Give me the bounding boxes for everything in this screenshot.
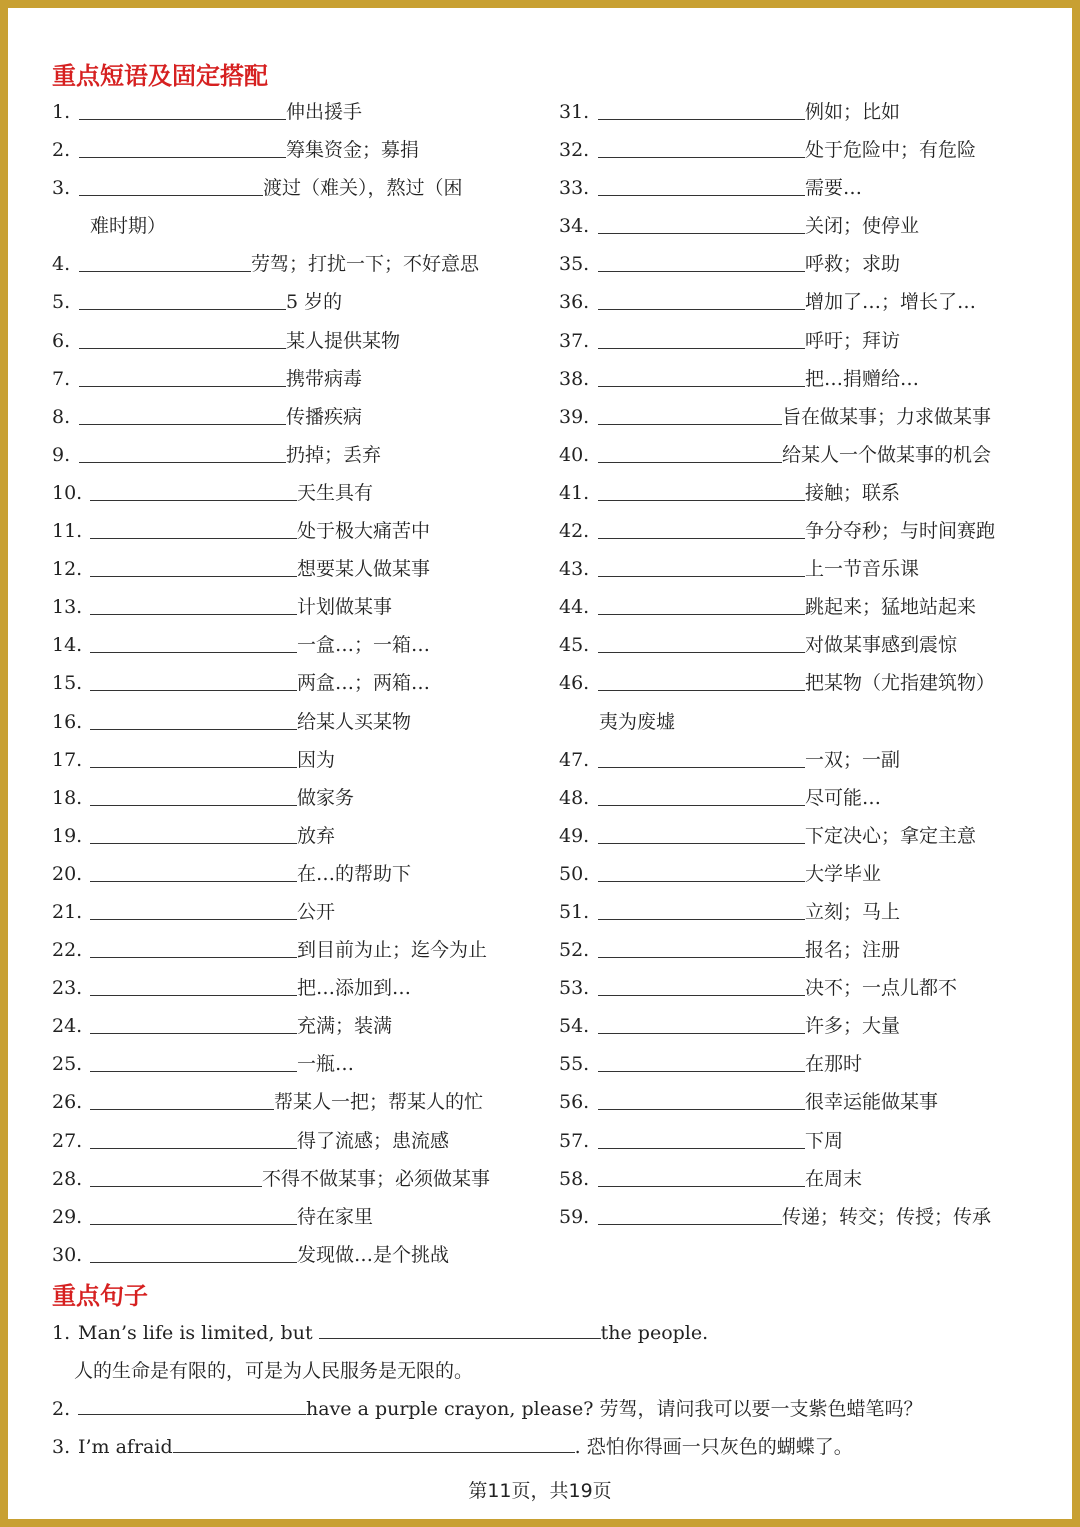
sentence-2 — [52, 1394, 923, 1421]
item-number: 46. — [559, 672, 590, 695]
answer-blank[interactable] — [90, 538, 297, 539]
phrase-item — [559, 207, 1039, 245]
phrase-item — [52, 169, 532, 207]
item-number: 8. — [52, 405, 71, 428]
item-number: 27. — [52, 1129, 83, 1152]
answer-blank[interactable] — [598, 462, 782, 463]
item-number: 23. — [52, 977, 83, 1000]
phrase-meaning: 携带病毒 — [286, 367, 363, 390]
phrase-meaning: 把…捐赠给… — [805, 367, 920, 390]
phrase-meaning: 给某人买某物 — [297, 710, 412, 733]
phrase-meaning: 下周 — [805, 1129, 844, 1152]
phrase-item — [559, 779, 1039, 817]
phrase-meaning: 接触；联系 — [805, 481, 901, 504]
answer-blank[interactable] — [90, 1033, 297, 1034]
item-number: 29. — [52, 1205, 83, 1228]
item-number: 48. — [559, 786, 590, 809]
phrase-item — [559, 398, 1039, 436]
phrase-item — [559, 626, 1039, 664]
answer-blank[interactable] — [90, 767, 297, 768]
sentence-3 — [52, 1432, 853, 1459]
phrase-meaning: 传递；转交；传授；传承 — [782, 1205, 992, 1228]
phrase-list-right — [559, 93, 1039, 1236]
sentence-text-after: have a purple crayon, please? 劳驾，请问我可以要一支紫色蜡笔吗？ — [306, 1398, 923, 1420]
item-number: 56. — [559, 1091, 590, 1114]
item-number: 34. — [559, 215, 590, 238]
item-number: 58. — [559, 1167, 590, 1190]
phrase-item — [52, 779, 532, 817]
answer-blank[interactable] — [90, 690, 297, 691]
item-number: 41. — [559, 481, 590, 504]
phrase-item — [559, 1083, 1039, 1121]
item-number: 6. — [52, 329, 71, 352]
item-number: 1. — [52, 101, 71, 123]
phrase-item — [52, 1083, 532, 1121]
phrase-item — [52, 1045, 532, 1083]
phrase-item — [52, 131, 532, 169]
phrase-item — [52, 283, 532, 321]
phrase-item — [52, 588, 532, 626]
phrase-item — [559, 817, 1039, 855]
phrase-meaning: 例如；比如 — [805, 101, 901, 123]
phrase-item — [52, 512, 532, 550]
phrase-meaning: 因为 — [297, 748, 336, 771]
answer-blank[interactable] — [598, 538, 805, 539]
phrase-meaning: 放弃 — [297, 824, 336, 847]
answer-blank[interactable] — [90, 995, 297, 996]
answer-blank[interactable] — [90, 957, 297, 958]
phrase-meaning: 两盒…；两箱… — [297, 672, 431, 695]
phrase-item — [559, 931, 1039, 969]
phrase-meaning: 一瓶… — [297, 1053, 355, 1076]
phrase-item — [52, 1122, 532, 1160]
phrase-item — [559, 245, 1039, 283]
phrase-meaning: 做家务 — [297, 786, 355, 809]
answer-blank[interactable] — [79, 424, 286, 425]
phrase-item — [52, 93, 532, 131]
phrase-meaning: 争分夺秒；与时间赛跑 — [805, 520, 996, 543]
phrase-item — [559, 283, 1039, 321]
section-title-phrases: 重点短语及固定搭配 — [52, 62, 268, 90]
phrase-item — [559, 360, 1039, 398]
phrase-item — [559, 322, 1039, 360]
sentence-1 — [52, 1320, 708, 1344]
phrase-meaning: 充满；装满 — [297, 1015, 393, 1038]
answer-blank[interactable] — [598, 271, 805, 272]
answer-blank[interactable] — [90, 500, 297, 501]
sentence-1-translation: 人的生命是有限的，可是为人民服务是无限的。 — [74, 1360, 474, 1382]
phrase-item — [559, 512, 1039, 550]
phrase-meaning-continuation: 夷为废墟 — [599, 710, 676, 733]
item-number: 49. — [559, 824, 590, 847]
phrase-meaning: 渡过（难关），熬过（困 — [263, 177, 463, 200]
answer-blank[interactable] — [173, 1434, 575, 1453]
phrase-item — [52, 474, 532, 512]
phrase-meaning: 旨在做某事；力求做某事 — [782, 405, 992, 428]
item-number: 2. — [52, 139, 71, 162]
phrase-item — [559, 741, 1039, 779]
phrase-item — [52, 664, 532, 702]
item-number: 39. — [559, 405, 590, 428]
answer-blank[interactable] — [90, 729, 297, 730]
answer-blank[interactable] — [90, 881, 297, 882]
answer-blank[interactable] — [90, 1109, 274, 1110]
item-number: 22. — [52, 939, 83, 962]
phrase-meaning: 给某人一个做某事的机会 — [782, 443, 992, 466]
answer-blank[interactable] — [598, 919, 805, 920]
phrase-list-left — [52, 93, 532, 1274]
phrase-item — [52, 893, 532, 931]
answer-blank[interactable] — [598, 233, 805, 234]
phrase-item — [559, 93, 1039, 131]
phrase-meaning: 天生具有 — [297, 481, 374, 504]
answer-blank[interactable] — [90, 1071, 297, 1072]
phrase-item — [52, 322, 532, 360]
phrase-item — [52, 626, 532, 664]
phrase-meaning: 帮某人一把；帮某人的忙 — [274, 1091, 484, 1114]
phrase-item — [52, 817, 532, 855]
item-number: 9. — [52, 443, 71, 466]
answer-blank[interactable] — [598, 652, 805, 653]
phrase-meaning: 在那时 — [805, 1053, 863, 1076]
item-number: 7. — [52, 367, 71, 390]
item-number: 51. — [559, 900, 590, 923]
answer-blank[interactable] — [598, 500, 805, 501]
phrase-meaning-continuation: 难时期） — [90, 215, 167, 238]
phrase-meaning: 上一节音乐课 — [805, 558, 920, 581]
answer-blank[interactable] — [79, 386, 286, 387]
phrase-item — [559, 1045, 1039, 1083]
phrase-meaning: 大学毕业 — [805, 862, 882, 885]
item-number: 13. — [52, 596, 83, 619]
phrase-item — [52, 1160, 532, 1198]
phrase-meaning: 尽可能… — [805, 786, 882, 809]
item-number: 28. — [52, 1167, 83, 1190]
answer-blank[interactable] — [598, 424, 782, 425]
answer-blank[interactable] — [598, 157, 805, 158]
item-number: 24. — [52, 1015, 83, 1038]
answer-blank[interactable] — [598, 1033, 805, 1034]
item-number: 26. — [52, 1091, 83, 1114]
item-number: 43. — [559, 558, 590, 581]
phrase-meaning: 不得不做某事；必须做某事 — [262, 1167, 491, 1190]
item-number: 3. — [52, 177, 71, 200]
answer-blank[interactable] — [598, 767, 805, 768]
phrase-meaning: 呼吁；拜访 — [805, 329, 901, 352]
phrase-meaning: 处于危险中；有危险 — [805, 139, 977, 162]
page-footer: 第11页，共19页 — [468, 1480, 612, 1502]
item-number: 45. — [559, 634, 590, 657]
item-number: 55. — [559, 1053, 590, 1076]
sentence-text-after: . 恐怕你得画一只灰色的蝴蝶了。 — [574, 1436, 853, 1458]
item-number: 14. — [52, 634, 83, 657]
item-number: 53. — [559, 977, 590, 1000]
answer-blank[interactable] — [598, 195, 805, 196]
item-number: 54. — [559, 1015, 590, 1038]
item-number: 37. — [559, 329, 590, 352]
phrase-item — [559, 169, 1039, 207]
sentence-number: 3. — [52, 1436, 71, 1458]
phrase-item — [559, 1198, 1039, 1236]
answer-blank[interactable] — [598, 576, 805, 577]
phrase-meaning: 在周末 — [805, 1167, 863, 1190]
phrase-meaning: 把某物（尤指建筑物） — [805, 672, 996, 695]
answer-blank[interactable] — [598, 690, 805, 691]
phrase-item — [559, 550, 1039, 588]
sentence-number: 1. — [52, 1322, 71, 1344]
item-number: 35. — [559, 253, 590, 276]
phrase-meaning: 处于极大痛苦中 — [297, 520, 431, 543]
phrase-item — [52, 436, 532, 474]
phrase-item — [52, 703, 532, 741]
answer-blank[interactable] — [598, 348, 805, 349]
phrase-meaning: 公开 — [297, 900, 336, 923]
item-number: 44. — [559, 596, 590, 619]
phrase-meaning: 一双；一副 — [805, 748, 901, 771]
answer-blank[interactable] — [598, 957, 805, 958]
answer-blank[interactable] — [598, 1186, 805, 1187]
answer-blank[interactable] — [79, 309, 286, 310]
item-number: 42. — [559, 520, 590, 543]
phrase-meaning: 跳起来；猛地站起来 — [805, 596, 977, 619]
item-number: 38. — [559, 367, 590, 390]
item-number: 36. — [559, 291, 590, 314]
answer-blank[interactable] — [90, 652, 297, 653]
phrase-item — [52, 1198, 532, 1236]
answer-blank[interactable] — [79, 119, 286, 120]
sentence-text-before: I’m afraid — [78, 1436, 173, 1458]
item-number: 50. — [559, 862, 590, 885]
answer-blank[interactable] — [90, 576, 297, 577]
answer-blank[interactable] — [90, 1224, 297, 1225]
phrase-item — [52, 1236, 532, 1274]
phrase-meaning: 需要… — [805, 177, 863, 200]
phrase-item — [52, 969, 532, 1007]
phrase-item — [52, 1007, 532, 1045]
phrase-item — [559, 893, 1039, 931]
item-number: 4. — [52, 253, 71, 276]
answer-blank[interactable] — [78, 1396, 306, 1415]
phrase-item — [52, 931, 532, 969]
item-number: 19. — [52, 824, 83, 847]
phrase-item — [559, 588, 1039, 626]
item-number: 30. — [52, 1243, 83, 1266]
answer-blank[interactable] — [90, 919, 297, 920]
phrase-meaning: 发现做…是个挑战 — [297, 1243, 450, 1266]
answer-blank[interactable] — [598, 805, 805, 806]
phrase-meaning: 传播疾病 — [286, 405, 363, 428]
item-number: 11. — [52, 520, 83, 543]
answer-blank[interactable] — [79, 348, 286, 349]
answer-blank[interactable] — [319, 1320, 601, 1339]
phrase-meaning: 对做某事感到震惊 — [805, 634, 958, 657]
phrase-meaning: 许多；大量 — [805, 1015, 901, 1038]
phrase-item — [559, 1007, 1039, 1045]
answer-blank[interactable] — [598, 614, 805, 615]
phrase-meaning: 报名；注册 — [805, 939, 901, 962]
answer-blank[interactable] — [598, 843, 805, 844]
item-number: 57. — [559, 1129, 590, 1152]
phrase-meaning: 扔掉；丢弃 — [286, 443, 382, 466]
item-number: 40. — [559, 443, 590, 466]
phrase-item-continuation — [559, 703, 1039, 741]
answer-blank[interactable] — [90, 805, 297, 806]
phrase-meaning: 决不；一点儿都不 — [805, 977, 958, 1000]
phrase-meaning: 一盒…；一箱… — [297, 634, 431, 657]
phrase-item — [559, 436, 1039, 474]
phrase-meaning: 5 岁的 — [286, 291, 343, 314]
phrase-meaning: 立刻；马上 — [805, 900, 901, 923]
answer-blank[interactable] — [598, 1071, 805, 1072]
phrase-item — [52, 741, 532, 779]
phrase-meaning: 到目前为止；迄今为止 — [297, 939, 488, 962]
phrase-item — [52, 550, 532, 588]
answer-blank[interactable] — [598, 1148, 805, 1149]
phrase-meaning: 想要某人做某事 — [297, 558, 431, 581]
phrase-meaning: 呼救；求助 — [805, 253, 901, 276]
answer-blank[interactable] — [598, 1224, 782, 1225]
phrase-item — [52, 398, 532, 436]
phrase-meaning: 很幸运能做某事 — [805, 1091, 939, 1114]
item-number: 5. — [52, 291, 71, 314]
phrase-item — [52, 245, 532, 283]
answer-blank[interactable] — [90, 614, 297, 615]
answer-blank[interactable] — [598, 881, 805, 882]
phrase-meaning: 劳驾；打扰一下；不好意思 — [251, 253, 480, 276]
answer-blank[interactable] — [598, 386, 805, 387]
phrase-item-continuation — [52, 207, 532, 245]
answer-blank[interactable] — [598, 995, 805, 996]
answer-blank[interactable] — [90, 1148, 297, 1149]
phrase-meaning: 把…添加到… — [297, 977, 412, 1000]
phrase-item — [559, 664, 1039, 702]
phrase-meaning: 关闭；使停业 — [805, 215, 920, 238]
phrase-meaning: 某人提供某物 — [286, 329, 401, 352]
answer-blank[interactable] — [598, 119, 805, 120]
phrase-item — [559, 855, 1039, 893]
item-number: 52. — [559, 939, 590, 962]
phrase-item — [559, 474, 1039, 512]
phrase-meaning: 计划做某事 — [297, 596, 393, 619]
phrase-item — [559, 1122, 1039, 1160]
phrase-meaning: 伸出援手 — [286, 101, 363, 123]
phrase-item — [559, 969, 1039, 1007]
answer-blank[interactable] — [90, 1186, 262, 1187]
phrase-item — [559, 131, 1039, 169]
answer-blank[interactable] — [79, 462, 286, 463]
answer-blank[interactable] — [79, 157, 286, 158]
sentence-text-after: the people. — [600, 1322, 709, 1344]
item-number: 33. — [559, 177, 590, 200]
phrase-meaning: 增加了…；增长了… — [805, 291, 977, 314]
answer-blank[interactable] — [598, 1109, 805, 1110]
section-title-sentences: 重点句子 — [52, 1282, 148, 1310]
answer-blank[interactable] — [79, 195, 263, 196]
item-number: 32. — [559, 139, 590, 162]
item-number: 15. — [52, 672, 83, 695]
item-number: 17. — [52, 748, 83, 771]
answer-blank[interactable] — [90, 843, 297, 844]
item-number: 47. — [559, 748, 590, 771]
item-number: 18. — [52, 786, 83, 809]
item-number: 20. — [52, 862, 83, 885]
phrase-item — [52, 855, 532, 893]
item-number: 25. — [52, 1053, 83, 1076]
answer-blank[interactable] — [79, 271, 251, 272]
phrase-meaning: 待在家里 — [297, 1205, 374, 1228]
item-number: 21. — [52, 900, 83, 923]
phrase-meaning: 在…的帮助下 — [297, 862, 412, 885]
item-number: 59. — [559, 1205, 590, 1228]
answer-blank[interactable] — [90, 1262, 297, 1263]
phrase-item — [559, 1160, 1039, 1198]
sentence-number: 2. — [52, 1398, 71, 1420]
item-number: 12. — [52, 558, 83, 581]
item-number: 31. — [559, 101, 590, 123]
phrase-meaning: 筹集资金；募捐 — [286, 139, 420, 162]
item-number: 10. — [52, 481, 83, 504]
phrase-item — [52, 360, 532, 398]
phrase-meaning: 下定决心；拿定主意 — [805, 824, 977, 847]
answer-blank[interactable] — [598, 309, 805, 310]
item-number: 16. — [52, 710, 83, 733]
phrase-meaning: 得了流感；患流感 — [297, 1129, 450, 1152]
sentence-text-before: Man’s life is limited, but — [78, 1322, 319, 1344]
